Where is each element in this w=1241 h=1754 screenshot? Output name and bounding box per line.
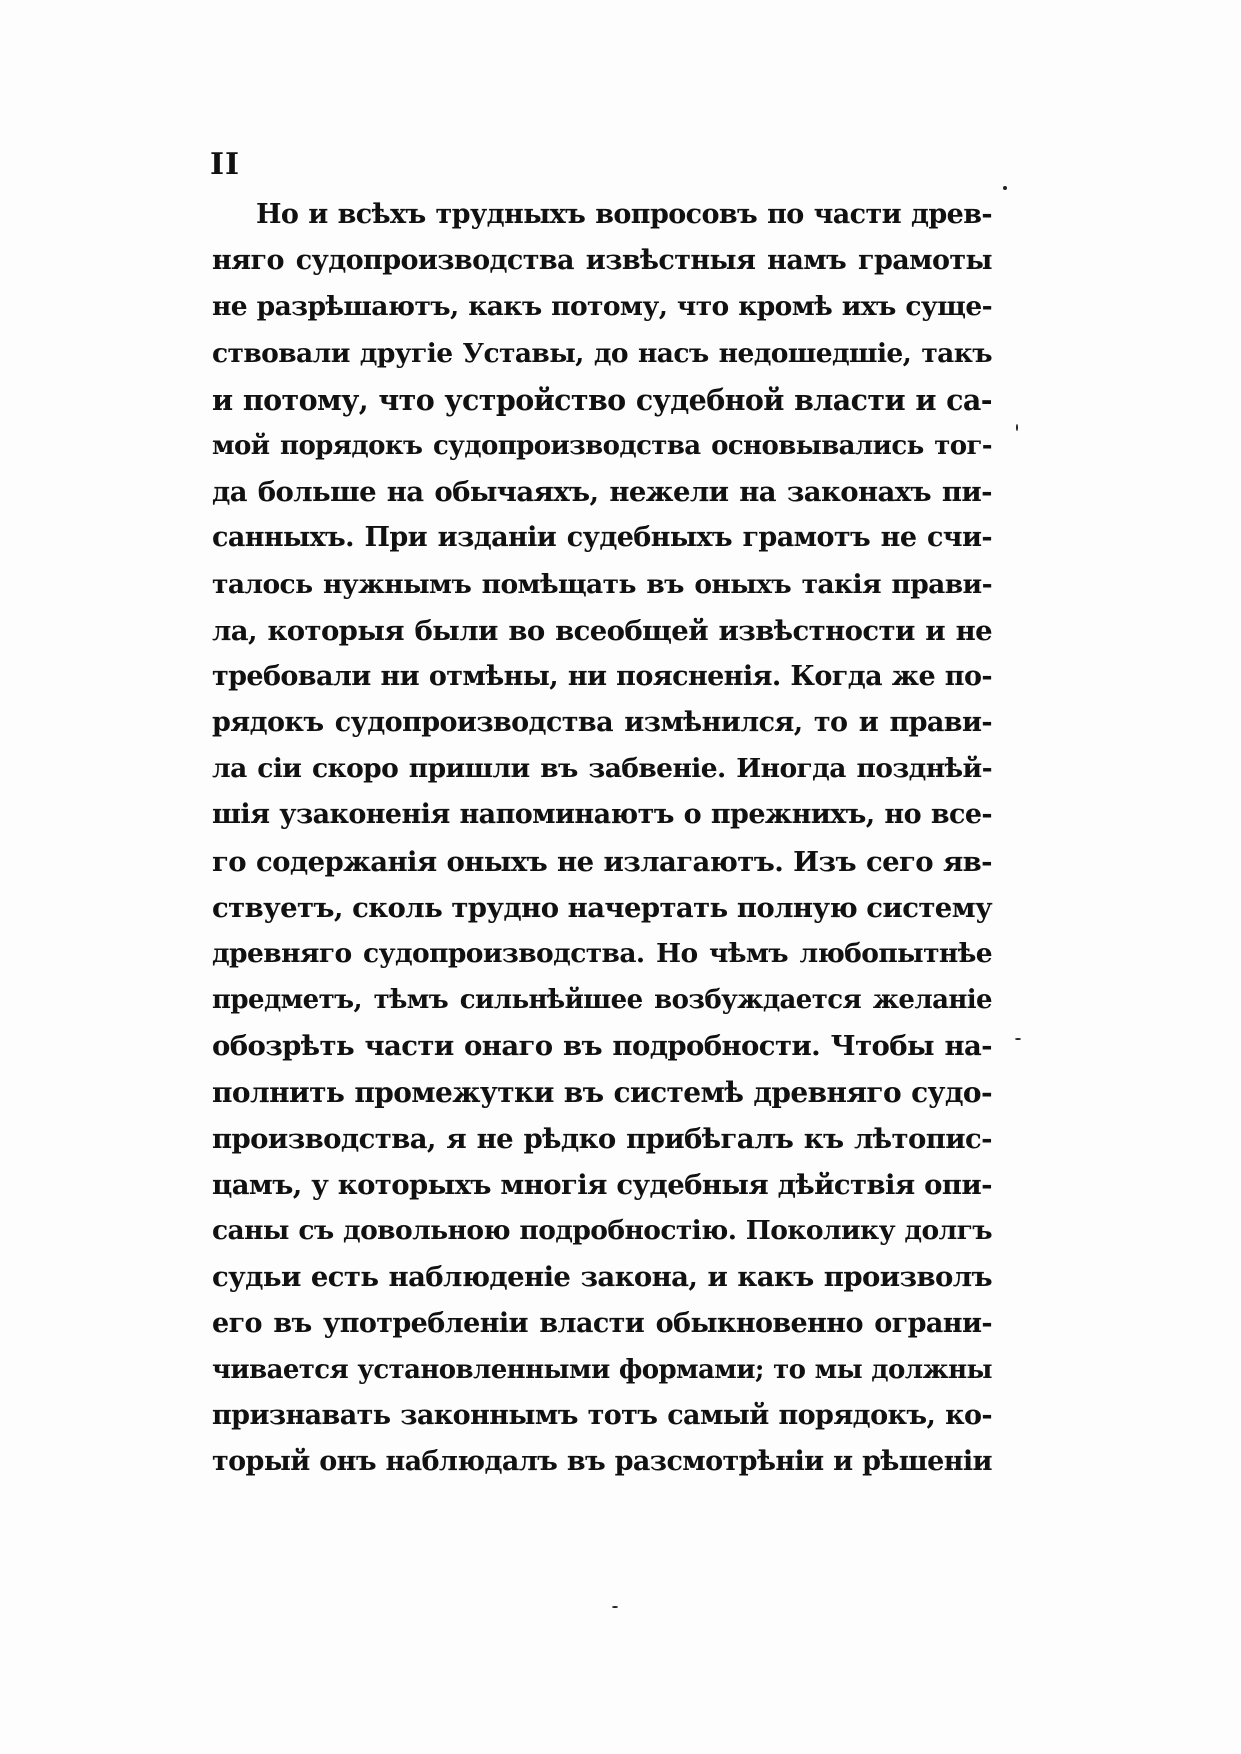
scan-speck (1016, 424, 1018, 431)
text-line: судьи есть наблюденіе закона, и какъ произволъ (212, 1261, 992, 1294)
text-line: няго судопроизводства извѣстныя намъ грамоты (212, 245, 992, 277)
scan-speck (1003, 186, 1007, 190)
text-line: производства, я не рѣдко прибѣгалъ къ лѣтопис- (212, 1122, 992, 1155)
page-number: II (210, 147, 241, 182)
text-line: Но и всѣхъ трудныхъ вопросовъ по части древ- (256, 199, 992, 230)
text-line: талось нужнымъ помѣщать въ оныхъ такія прави- (212, 568, 992, 600)
text-line: торый онъ наблюдалъ въ разсмотрѣніи и рѣшеніи (212, 1446, 992, 1478)
text-line: шія узаконенія напоминаютъ о прежнихъ, но все- (212, 799, 992, 831)
text-line: саны съ довольною подробностію. Поколику долгъ (212, 1215, 992, 1247)
text-line: требовали ни отмѣны, ни поясненія. Когда же по- (212, 660, 992, 692)
text-line: не разрѣшаютъ, какъ потому, что кромѣ ихъ суще- (212, 291, 992, 323)
text-line: чивается установленными формами; то мы должны (212, 1354, 992, 1385)
text-line: цамъ, у которыхъ многія судебныя дѣйствія опи- (212, 1168, 992, 1201)
text-line: мой порядокъ судопроизводства основывались тог- (212, 430, 992, 461)
text-line: полнить промежутки въ системѣ древняго судо- (212, 1075, 992, 1109)
text-line: его въ употребленіи власти обыкновенно ограни- (212, 1307, 992, 1339)
body-text (212, 192, 992, 1485)
text-line: обозрѣть части онаго въ подробности. Чтобы на- (212, 1030, 992, 1063)
text-line: да больше на обычаяхъ, нежели на законахъ пи- (212, 476, 992, 509)
text-line: и потому, что устройство судебной власти и са- (212, 382, 992, 417)
text-line: предметъ, тѣмъ сильнѣйшее возбуждается желаніе (212, 985, 992, 1016)
scan-speck (1015, 1038, 1021, 1040)
text-line: ла, которыя были во всеобщей извѣстности и не (212, 614, 992, 647)
text-line: ствуетъ, сколь трудно начертать полную систему (212, 891, 992, 924)
text-line: рядокъ судопроизводства измѣнился, то и прави- (212, 707, 992, 739)
text-line: го содержанія оныхъ не излагаютъ. Изъ сего яв- (212, 845, 992, 878)
text-line: ла сіи скоро пришли въ забвеніе. Иногда позднѣй- (212, 753, 992, 785)
scan-speck (612, 1606, 618, 1608)
text-line: признавать законнымъ тотъ самый порядокъ, ко- (212, 1399, 992, 1431)
text-line: ствовали другіе Уставы, до насъ недошедшіе, такъ (212, 337, 992, 369)
text-line: древняго судопроизводства. Но чѣмъ любопытнѣе (212, 938, 992, 969)
text-line: санныхъ. При изданіи судебныхъ грамотъ не счи- (212, 522, 992, 554)
